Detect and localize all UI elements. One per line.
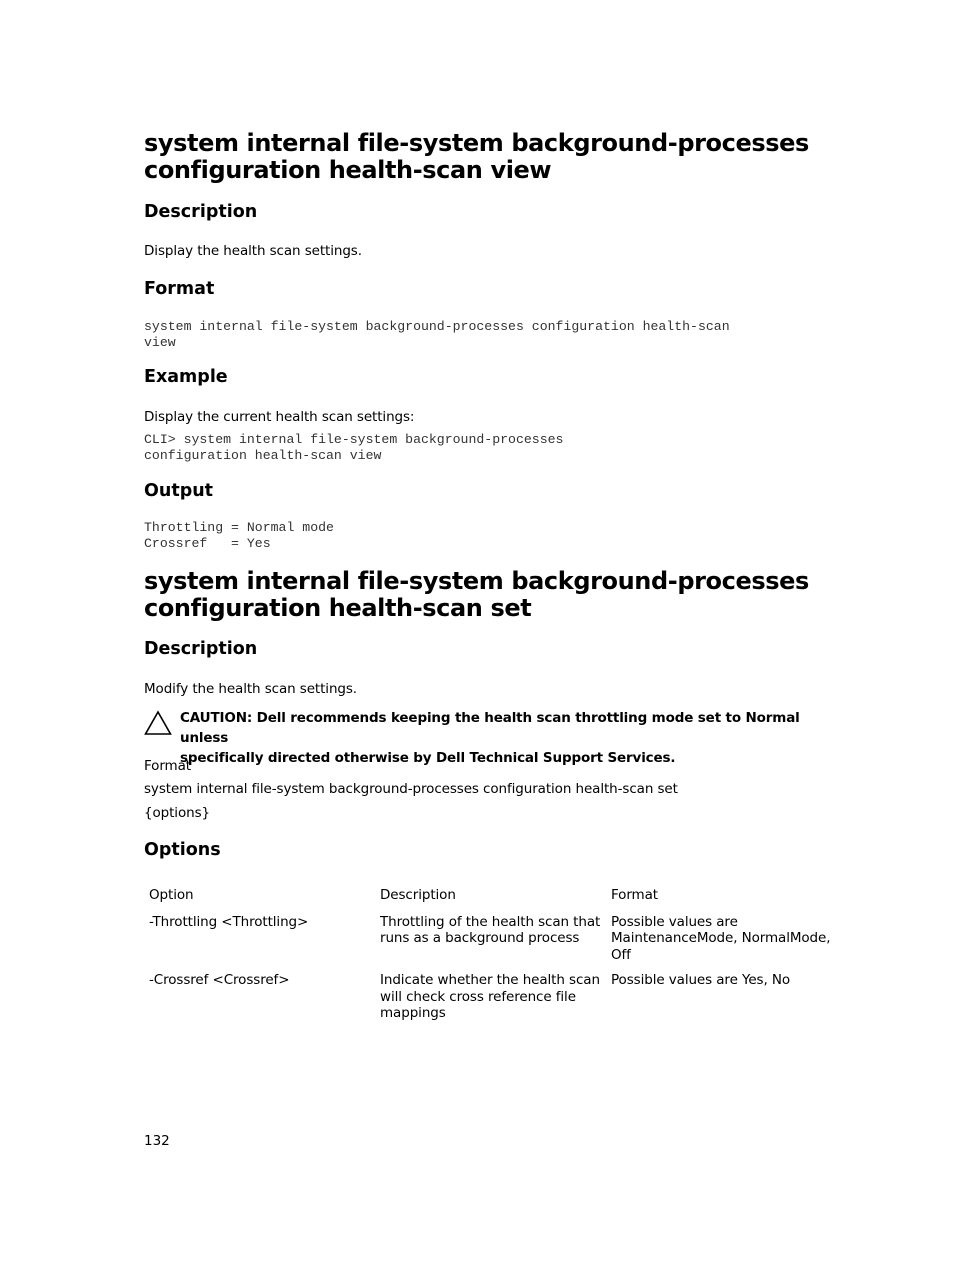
title-line-2: configuration health-scan set: [144, 594, 532, 622]
option-cell: -Throttling <Throttling>: [149, 913, 309, 930]
table-row: [144, 972, 841, 1031]
title-line-2: configuration health-scan view: [144, 156, 552, 184]
column-header-option: Option: [149, 887, 194, 903]
description-cell: Throttling of the health scan that runs as a background process: [380, 913, 601, 946]
description-heading: Description: [144, 202, 258, 222]
description-text: Display the health scan settings.: [144, 243, 362, 259]
section-title-health-scan-set: [144, 568, 844, 622]
page-number: 132: [144, 1133, 170, 1149]
format-cell: Possible values are MaintenanceMode, NormalMode, Off: [611, 913, 831, 963]
options-heading: Options: [144, 840, 221, 860]
options-table: [144, 880, 841, 1031]
description-cell: Indicate whether the health scan will check cross reference file mappings: [380, 972, 600, 1021]
column-header-format: Format: [611, 887, 658, 903]
format-cell: Possible values are Yes, No: [611, 972, 791, 988]
format-syntax-line-2: {options}: [144, 805, 211, 821]
caution-line-1: CAUTION: Dell recommends keeping the health scan throttling mode set to Normal unless: [180, 710, 800, 746]
format-syntax-line-1: system internal file-system background-processes configuration health-scan set: [144, 781, 678, 797]
example-heading: Example: [144, 367, 228, 387]
warning-triangle-icon: [144, 710, 172, 736]
caution-text: [180, 708, 840, 768]
title-line-1: system internal file-system background-processes: [144, 129, 809, 157]
output-heading: Output: [144, 481, 214, 501]
format-heading: Format: [144, 279, 215, 299]
caution-line-2: specifically directed otherwise by Dell Technical Support Services.: [180, 750, 676, 766]
section-title-health-scan-view: [144, 130, 844, 184]
example-code-block: CLI> system internal file-system background-processes configuration health-scan view: [144, 432, 564, 463]
description-text: Modify the health scan settings.: [144, 681, 357, 697]
option-cell: -Crossref <Crossref>: [149, 972, 290, 988]
table-row: [144, 914, 841, 973]
title-line-1: system internal file-system background-processes: [144, 567, 809, 595]
example-text: Display the current health scan settings:: [144, 409, 415, 425]
format-label: Format: [144, 758, 191, 774]
output-code-block: Throttling = Normal mode Crossref = Yes: [144, 520, 334, 551]
column-header-description: Description: [380, 887, 456, 903]
description-heading: Description: [144, 639, 258, 659]
table-header-row: [144, 880, 841, 914]
format-code-block: system internal file-system background-processes configuration health-scan view: [144, 319, 730, 350]
